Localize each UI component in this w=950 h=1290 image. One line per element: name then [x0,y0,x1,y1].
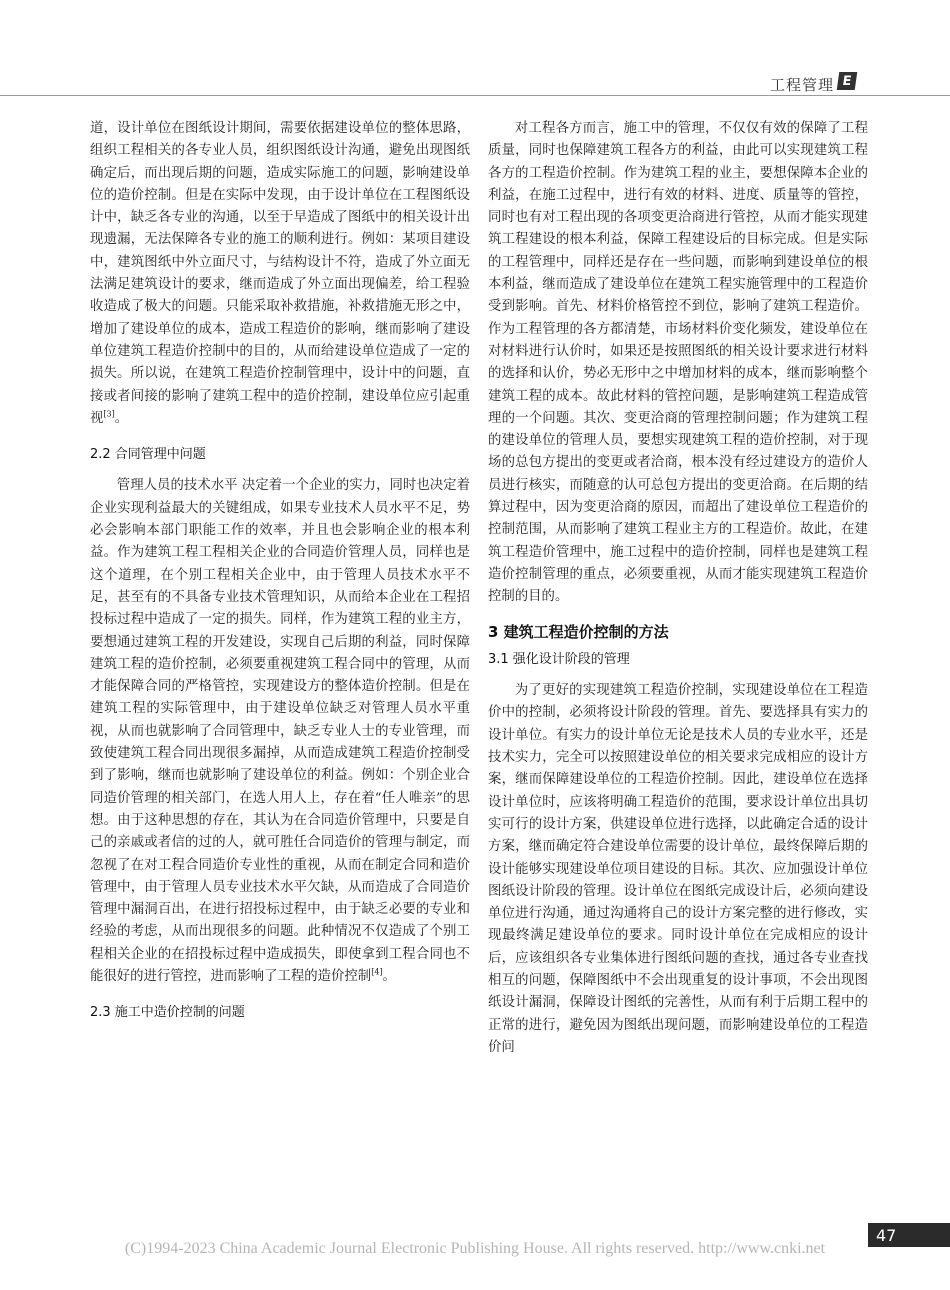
citation: [3] [103,409,115,419]
section-heading-3-1: 3.1 强化设计阶段的管理 [488,651,630,667]
section-heading-2-3: 2.3 施工中造价控制的问题 [90,1005,245,1021]
paragraph: 对工程各方而言，施工中的管理，不仅仅有效的保障了工程质量，同时也保障建筑工程各方的利益，由此可以实现建筑工程各方的工程造价控制。作为建筑工程的业主，要想保障本企业的利益，在施工过程中，进行有效的材料、进度、质量等的管控，同时也有对工程出现的各项变更洽商进行管控，从而才能实现建筑工程建设的根本利益，保障工程建设后的目标完成。但是实际的工程管理中，同样还是存在一些问题，而影响到建设单位的根本利益，继而造成了建设单位在建筑工程实施管理中的工程造价受到影响。首先、材料价格管控不到位，影响了建筑工程造价。作为工程管理的各方都清楚，市场材料价变化频发，建设单位在对材料进行认价时，如果还是按照图纸的相关设计要求进行材料的选择和认价，势必无形中之中增加材料的成本，继而影响整个建筑工程的成本。故此材料的管控问题，是影响建筑工程造成管理的一个问题。其次、变更洽商的管理控制问题；作为建筑工程的建设单位的管理人员，要想实现建筑工程的造价控制，对于现场的总包方提出的变更或者洽商，根本没有经过建设方的造价人员进行核实，而随意的认可总包方提出的变更洽商。在后期的结算过程中，因为变更洽商的原因，而超出了建设单位工程造价的控制范围，从而影响了建筑工程业主方的工程造价。故此，在建筑工程造价管理中，施工过程中的造价控制，同样也是建筑工程造价控制管理的重点，必须要重视，从而才能实现建筑工程造价控制的目的。 [488,121,868,605]
paragraph: 管理人员的技术水平 决定着一个企业的实力，同时也决定着企业实现利益最大的关键组成，如果专业技术人员水平不足，势必会影响本部门职能工作的效率，并且也会影响企业的根本利益。作为建筑工程工程相关企业的合同造价管理人员，同样也是这个道理，在个别工程相关企业中，由于管理人员技术水平不足，甚至有的不具备专业技术管理知识，从而给本企业在工程招投标过程中造成了一定的损失。同样，作为建筑工程的业主方，要想通过建筑工程的开发建设，实现自己后期的利益，同时保障建筑工程的造价控制，必须要重视建筑工程合同中的管理，从而才能保障合同的严格管控，实现建设方的整体造价控制。但是在建筑工程的实际管理中，由于建设单位缺乏对管理人员水平重视，从而也就影响了合同管理中，缺乏专业人士的专业管理，而致使建筑工程合同出现很多漏掉，从而造成建筑工程造价控制受到了影响，继而也就影响了建设单位的利益。例如：个别企业合同造价管理的相关部门，在选人用人上，存在着“任人唯亲”的思想。由于这种思想的存在，其认为在合同造价管理中，只要是自己的亲戚或者信的过的人，就可胜任合同造价的管理与制定，而忽视了在对工程合同造价专业性的重视，从而在制定合同和造价管理中，由于管理人员专业技术水平欠缺，从而造成了合同造价管理中漏洞百出，在进行招投标过程中，由于缺乏必要的专业和经验的考虑，从而出现很多的问题。此种情况不仅造成了个别工程相关企业的在招投标过程中造成损失，即使拿到工程合同也不能很好的进行管控，进而影响了工程的造价控制[4]。 [90,478,470,984]
section-heading-3: 3 建筑工程造价控制的方法 [488,622,669,641]
journal-section-title: 工程管理 [769,76,834,94]
citation: [4] [371,967,383,977]
paragraph: 为了更好的实现建筑工程造价控制，实现建设单位在工程造价中的控制，必须将设计阶段的管理。首先、要选择具有实力的设计单位。有实力的设计单位无论是技术人员的专业水平，还是技术实力，完全可以按照建设单位的相关要求完成相应的设计方案，继而保障建设单位的工程造价控制。因此，建设单位在选择设计单位时，应该将明确工程造价的范围，要求设计单位出具切实可行的设计方案，供建设单位进行选择，以此确定合适的设计方案，继而确定符合建设单位需要的设计单位，最终保障后期的设计能够实现建设单位项目建设的目标。其次、应加强设计单位图纸设计阶段的管理。设计单位在图纸完成设计后，必须向建设单位进行沟通，通过沟通将自己的设计方案完整的进行修改，实现最终满足建设单位的要求。同时设计单位在完成相应的设计后，应该组织各专业集体进行图纸问题的查找，通过各专业查找相互的问题，保障图纸中不会出现重复的设计事项，不会出现图纸设计漏洞，保障设计图纸的完善性，从而有利于后期工程中的正常的进行，避免因为图纸出现问题，而影响建设单位的工程造价问 [488,683,868,1055]
journal-logo-icon: E [837,72,858,90]
copyright-footer: (C)1994-2023 China Academic Journal Electronic Publishing House. All rights reserved. http://www.cnki.net [124,1240,826,1257]
section-heading-2-2: 2.2 合同管理中问题 [90,447,206,463]
page-number: 47 [868,1223,950,1247]
left-column [90,118,470,1034]
header-divider [0,95,950,96]
right-column [488,118,868,1059]
paragraph: 道，设计单位在图纸设计期间，需要依据建设单位的整体思路，组织工程相关的各专业人员，组织图纸设计沟通，避免出现图纸确定后，而出现后期的问题，造成实际施工的问题，影响建设单位的造价控制。但是在实际中发现，由于设计单位在工程图纸设计中，缺乏各专业的沟通，以至于早造成了图纸中的相关设计出现遗漏，无法保障各专业的施工的顺利进行。例如：某项目建设中，建筑图纸中外立面尺寸，与结构设计不符，造成了外立面无法满足建筑设计的要求，继而造成了外立面出现偏差，给工程验收造成了极大的问题。只能采取补救措施，补救措施无形之中，增加了建设单位的成本，造成工程造价的影响，继而影响了建设单位建筑工程造价控制中的目的，从而给建设单位造成了一定的损失。所以说，在建筑工程造价控制管理中，设计中的问题，直接或者间接的影响了建筑工程中的造价控制，建设单位应引起重视[3]。 [90,121,470,426]
